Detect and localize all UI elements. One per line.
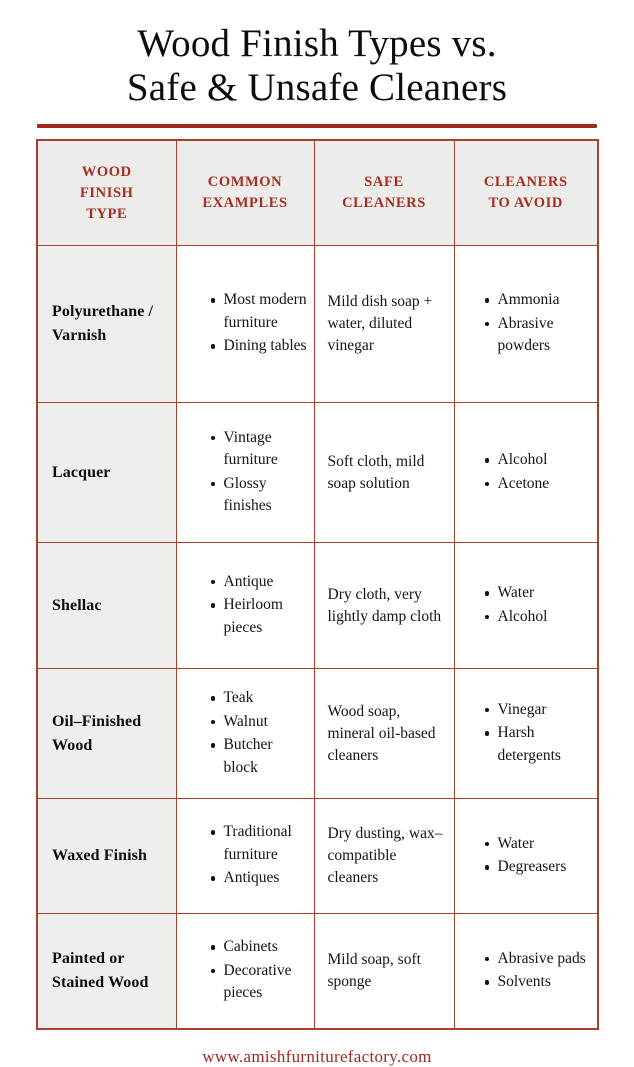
examples-list (177, 289, 308, 358)
table-row (37, 799, 598, 914)
list-item: Acetone (485, 473, 592, 496)
list-item: Glossy finishes (211, 473, 308, 518)
avoid-list (455, 289, 592, 358)
column-header-cleaners-to-avoid (454, 140, 598, 246)
cell-common-examples (176, 914, 314, 1030)
table-row (37, 914, 598, 1030)
list-item: Vintage furniture (211, 427, 308, 472)
website-url-link[interactable]: www.amishfurniturefactory.com (202, 1047, 432, 1066)
footer (0, 1030, 634, 1067)
table-row (37, 246, 598, 403)
list-item: Cabinets (211, 936, 308, 959)
list-item: Solvents (485, 971, 592, 994)
cell-safe-cleaners (314, 799, 454, 914)
column-header-common-examples (176, 140, 314, 246)
cell-cleaners-to-avoid (454, 914, 598, 1030)
cell-safe-cleaners (314, 403, 454, 543)
examples-list (177, 821, 308, 890)
table-container (0, 128, 634, 1030)
cell-safe-cleaners (314, 669, 454, 799)
list-item: Heirloom pieces (211, 594, 308, 639)
title-block (0, 0, 634, 128)
table-row (37, 669, 598, 799)
avoid-list (455, 699, 592, 768)
header-text-line-2: FINISH (79, 184, 134, 201)
page-title-line-2: Safe & Unsafe Cleaners (126, 66, 508, 109)
page-title-line-1: Wood Finish Types vs. (137, 22, 497, 65)
header-text-line-2: TO AVOID (488, 195, 563, 211)
cell-safe-cleaners (314, 914, 454, 1030)
cell-common-examples (176, 799, 314, 914)
list-item: Walnut (211, 711, 308, 734)
avoid-list (455, 582, 592, 628)
avoid-list (455, 833, 592, 879)
list-item: Dining tables (211, 335, 308, 358)
header-text-line-1: CLEANERS (483, 174, 568, 190)
cell-cleaners-to-avoid (454, 543, 598, 669)
wood-finish-cleaner-table (36, 139, 599, 1030)
cell-cleaners-to-avoid (454, 403, 598, 543)
cell-safe-cleaners (314, 543, 454, 669)
list-item: Decorative pieces (211, 960, 308, 1005)
safe-cleaners-text: Mild dish soap + water, diluted vinegar (327, 293, 433, 354)
examples-list (177, 427, 308, 518)
avoid-list (455, 449, 592, 495)
list-item: Water (485, 582, 592, 605)
cell-finish-type: Painted or Stained Wood (37, 914, 176, 1030)
cell-finish-type: Polyurethane / Varnish (37, 246, 176, 403)
examples-list (177, 571, 308, 640)
header-text-line-1: SAFE (364, 174, 404, 190)
cell-common-examples (176, 543, 314, 669)
list-item: Teak (211, 687, 308, 710)
list-item: Traditional furniture (211, 821, 308, 866)
list-item: Degreasers (485, 856, 592, 879)
list-item: Alcohol (485, 606, 592, 629)
cell-common-examples (176, 403, 314, 543)
header-text-line-1: COMMON (207, 174, 283, 190)
column-header-safe-cleaners (314, 140, 454, 246)
header-text-line-2: CLEANERS (342, 195, 426, 211)
cell-finish-type: Shellac (37, 543, 176, 669)
header-text-line-1: WOOD (81, 163, 132, 180)
list-item: Butcher block (211, 734, 308, 779)
table-body (37, 246, 598, 1030)
header-text-line-3: TYPE (86, 205, 128, 222)
safe-cleaners-text: Wood soap, mineral oil-based cleaners (327, 702, 436, 764)
safe-cleaners-text: Dry dusting, wax–compatible cleaners (327, 825, 443, 886)
table-row (37, 403, 598, 543)
list-item: Ammonia (485, 289, 592, 312)
list-item: Abrasive powders (485, 313, 592, 358)
safe-cleaners-text: Soft cloth, mild soap solution (327, 452, 425, 492)
cell-finish-type: Lacquer (37, 403, 176, 543)
list-item: Abrasive pads (485, 948, 592, 971)
table-header-row (37, 140, 598, 246)
cell-cleaners-to-avoid (454, 799, 598, 914)
cell-finish-type: Oil–Finished Wood (37, 669, 176, 799)
list-item: Vinegar (485, 699, 592, 722)
cell-cleaners-to-avoid (454, 246, 598, 403)
cell-safe-cleaners (314, 246, 454, 403)
safe-cleaners-text: Mild soap, soft sponge (327, 951, 421, 990)
examples-list (177, 687, 308, 779)
table-header (37, 140, 598, 246)
safe-cleaners-text: Dry cloth, very lightly damp cloth (327, 585, 442, 625)
table-row (37, 543, 598, 669)
list-item: Antique (211, 571, 308, 594)
list-item: Water (485, 833, 592, 856)
header-text-line-2: EXAMPLES (202, 195, 288, 211)
list-item: Most modern furniture (211, 289, 308, 334)
cell-cleaners-to-avoid (454, 669, 598, 799)
list-item: Antiques (211, 867, 308, 890)
list-item: Alcohol (485, 449, 592, 472)
cell-common-examples (176, 246, 314, 403)
cell-common-examples (176, 669, 314, 799)
cell-finish-type: Waxed Finish (37, 799, 176, 914)
column-header-wood-finish-type (37, 140, 176, 246)
avoid-list (455, 948, 592, 994)
examples-list (177, 936, 308, 1005)
list-item: Harsh detergents (485, 722, 592, 767)
